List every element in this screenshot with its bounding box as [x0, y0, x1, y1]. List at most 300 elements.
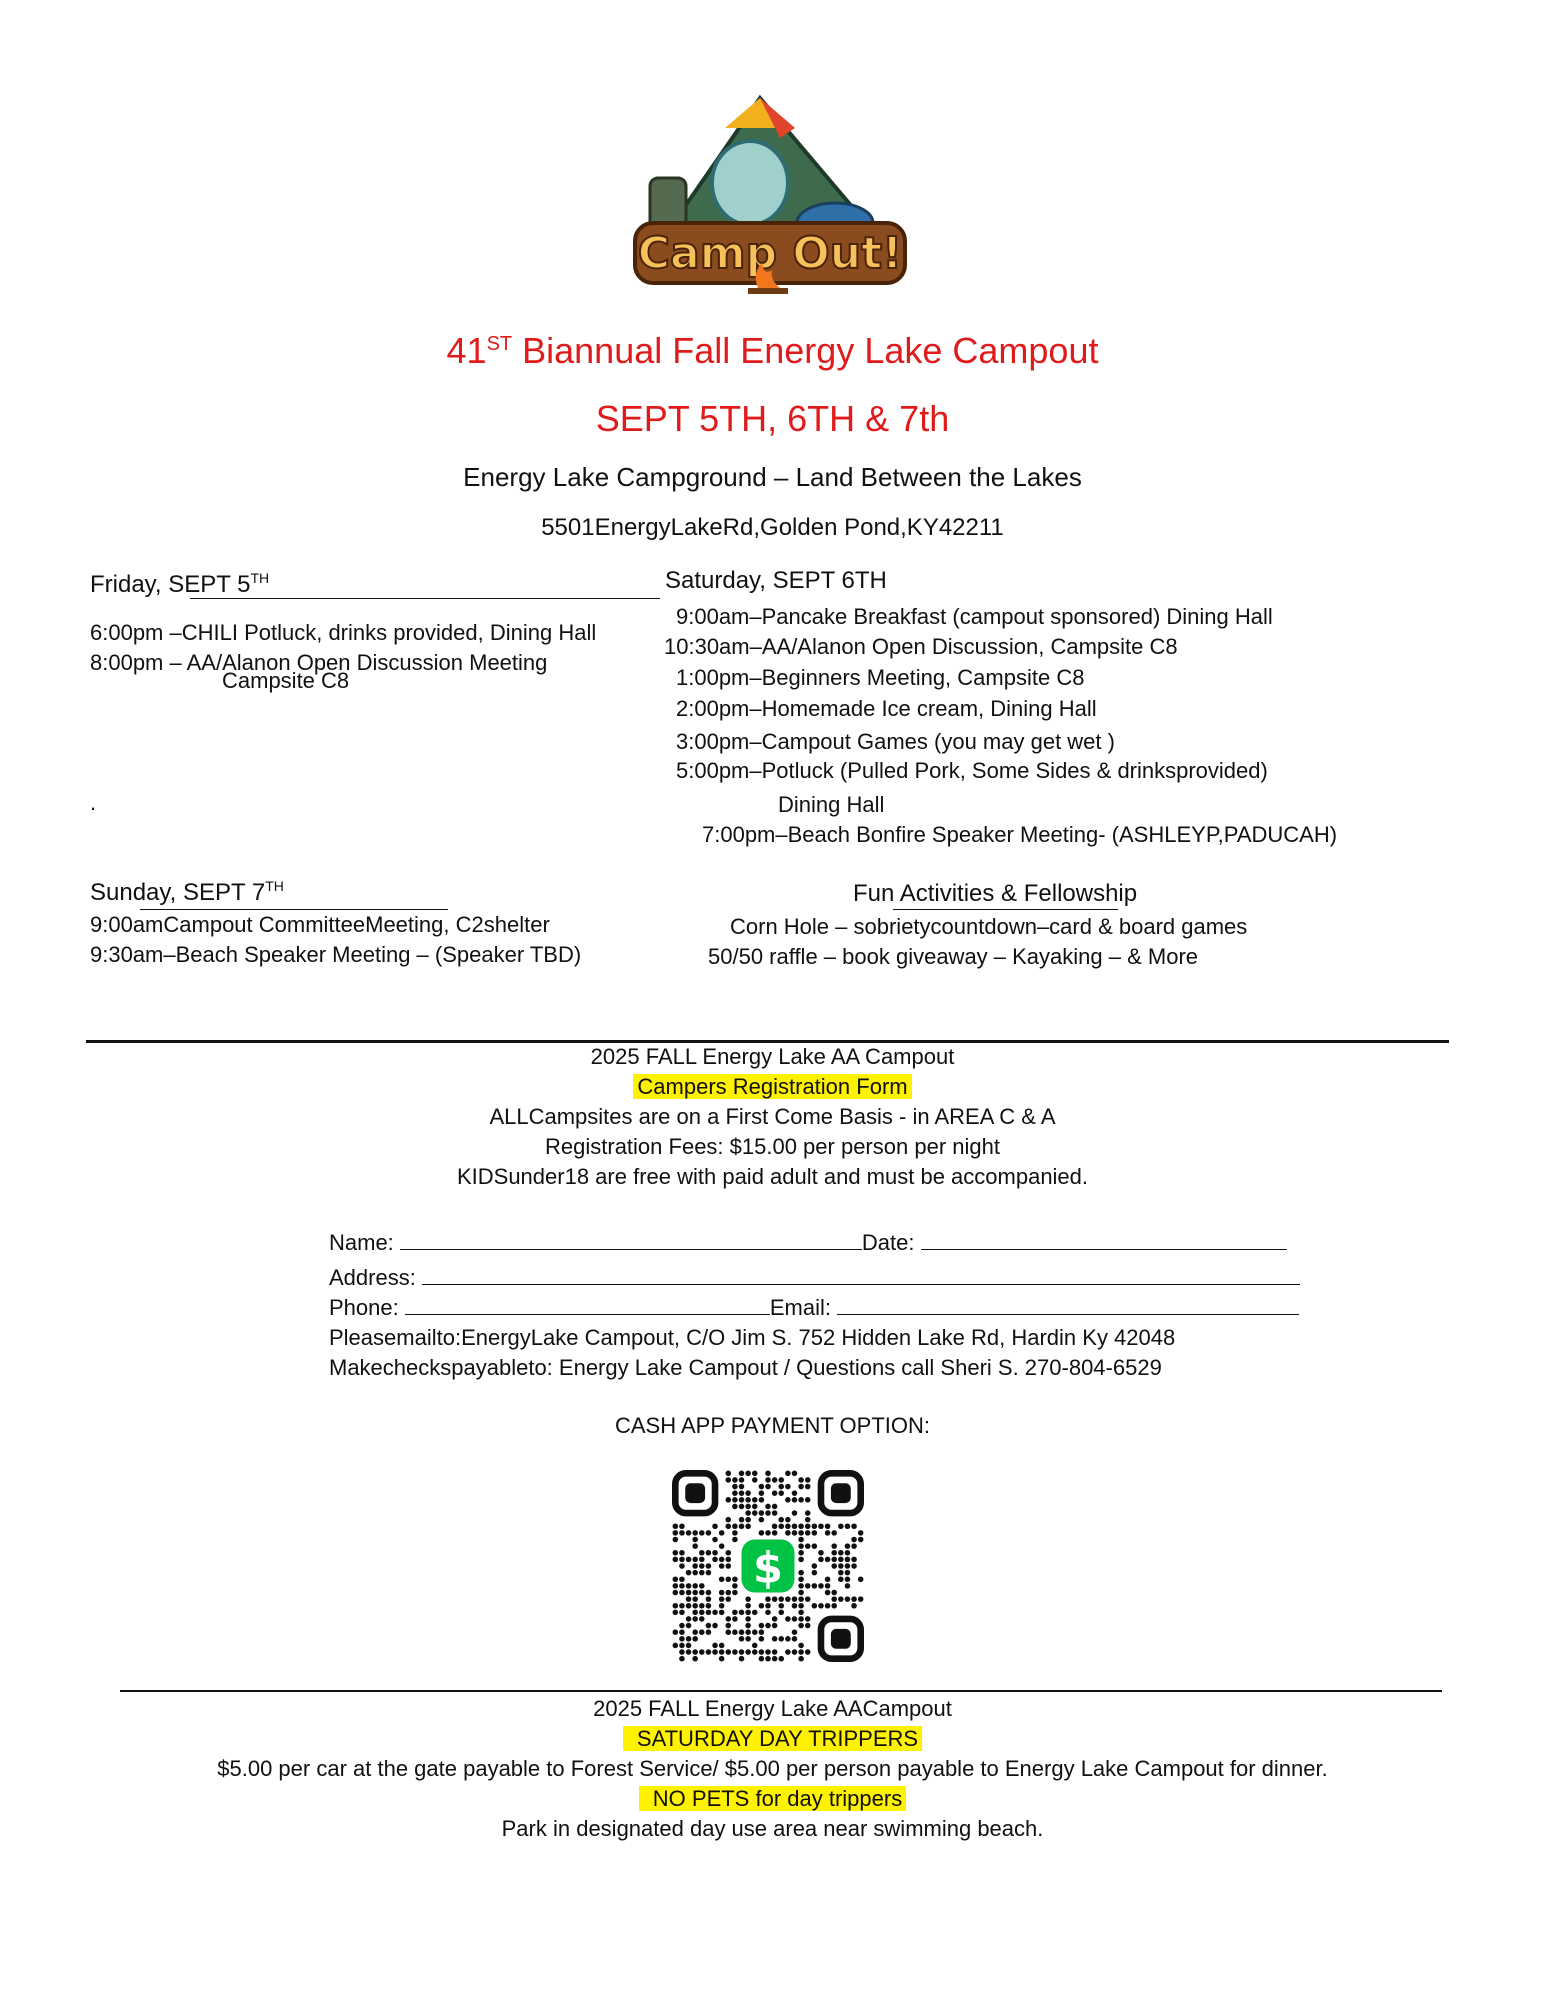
- registration-line: ALLCampsites are on a First Come Basis - in AREA C & A: [489, 1104, 1056, 1129]
- qr-module: [679, 1550, 685, 1556]
- qr-module: [805, 1596, 811, 1602]
- qr-module: [765, 1504, 771, 1510]
- qr-module: [706, 1596, 712, 1602]
- qr-module: [798, 1484, 804, 1490]
- date-label: Date:: [861, 1230, 915, 1255]
- qr-module: [805, 1517, 811, 1523]
- qr-module: [679, 1583, 685, 1589]
- qr-module: [719, 1530, 725, 1536]
- qr-module: [699, 1590, 705, 1596]
- qr-module: [772, 1616, 778, 1622]
- stray-dot: .: [90, 790, 97, 815]
- section-divider: [120, 1690, 1442, 1692]
- address-label: Address:: [329, 1265, 416, 1290]
- qr-module: [732, 1616, 738, 1622]
- qr-module: [812, 1523, 818, 1529]
- qr-module: [732, 1537, 738, 1543]
- qr-module: [805, 1616, 811, 1622]
- qr-module: [792, 1596, 798, 1602]
- qr-module: [825, 1590, 831, 1596]
- qr-module: [706, 1610, 712, 1616]
- qr-module: [739, 1610, 745, 1616]
- qr-module: [798, 1576, 804, 1582]
- qr-module: [798, 1610, 804, 1616]
- saturday-item: 7:00pm–Beach Bonfire Speaker Meeting- (ASHLEYP,PADUCAH): [702, 822, 1338, 847]
- qr-module: [712, 1523, 718, 1529]
- qr-module: [785, 1616, 791, 1622]
- qr-module: [759, 1530, 765, 1536]
- phone-email-row: [329, 1295, 1299, 1321]
- qr-module: [825, 1557, 831, 1563]
- section-divider: [86, 1040, 1449, 1043]
- qr-module: [818, 1523, 824, 1529]
- qr-module: [699, 1616, 705, 1622]
- qr-module: [798, 1537, 804, 1543]
- qr-module: [772, 1530, 778, 1536]
- registration-line: KIDSunder18 are free with paid adult and must be accompanied.: [456, 1164, 1089, 1189]
- qr-module: [692, 1557, 698, 1563]
- qr-module: [745, 1497, 751, 1503]
- qr-module: [719, 1576, 725, 1582]
- friday-item: 6:00pm –CHILI Potluck, drinks provided, Dining Hall: [90, 620, 597, 645]
- qr-module: [699, 1583, 705, 1589]
- qr-module: [805, 1583, 811, 1589]
- qr-module: [772, 1649, 778, 1655]
- qr-module: [752, 1643, 758, 1649]
- qr-module: [739, 1523, 745, 1529]
- qr-module: [798, 1656, 804, 1662]
- qr-module: [712, 1643, 718, 1649]
- qr-module: [772, 1596, 778, 1602]
- day-trippers-fees: $5.00 per car at the gate payable to Forest Service/ $5.00 per person payable to Energy Lake Campout for dinner.: [217, 1756, 1328, 1781]
- qr-module: [719, 1543, 725, 1549]
- qr-module: [686, 1603, 692, 1609]
- qr-module: [805, 1623, 811, 1629]
- qr-module: [673, 1530, 679, 1536]
- qr-module: [765, 1649, 771, 1655]
- qr-module: [785, 1517, 791, 1523]
- qr-module: [745, 1649, 751, 1655]
- qr-module: [719, 1603, 725, 1609]
- qr-module: [725, 1523, 731, 1529]
- qr-module: [692, 1603, 698, 1609]
- qr-module: [706, 1629, 712, 1635]
- qr-module: [679, 1563, 685, 1569]
- qr-module: [752, 1649, 758, 1655]
- qr-module: [745, 1610, 751, 1616]
- qr-module: [778, 1517, 784, 1523]
- qr-module: [759, 1497, 765, 1503]
- qr-module: [745, 1517, 751, 1523]
- qr-module: [792, 1497, 798, 1503]
- qr-module: [719, 1649, 725, 1655]
- qr-module: [772, 1623, 778, 1629]
- qr-module: [805, 1543, 811, 1549]
- qr-module: [679, 1623, 685, 1629]
- no-pets-notice: NO PETS for day trippers: [0, 1786, 1545, 1812]
- qr-module: [778, 1656, 784, 1662]
- email-field[interactable]: [837, 1296, 1299, 1315]
- address-field[interactable]: [422, 1266, 1300, 1285]
- qr-module: [745, 1504, 751, 1510]
- qr-module: [792, 1616, 798, 1622]
- qr-module: [732, 1530, 738, 1536]
- qr-module: [798, 1497, 804, 1503]
- fun-heading: Fun Activities & Fellowship: [853, 880, 1138, 907]
- check-instructions: Makecheckspayableto: Energy Lake Campout / Questions call Sheri S. 270-804-6529: [329, 1355, 1162, 1380]
- qr-module: [838, 1557, 844, 1563]
- qr-module: [739, 1490, 745, 1496]
- qr-module: [792, 1629, 798, 1635]
- qr-module: [785, 1636, 791, 1642]
- date-field[interactable]: [921, 1231, 1287, 1250]
- qr-module: [838, 1570, 844, 1576]
- email-label: Email:: [769, 1295, 831, 1320]
- qr-module: [845, 1583, 851, 1589]
- fun-line: Corn Hole – sobrietycountdown–card & board games: [730, 914, 1248, 939]
- qr-module: [719, 1590, 725, 1596]
- qr-module: [798, 1649, 804, 1655]
- parking-notice: Park in designated day use area near swimming beach.: [501, 1816, 1044, 1841]
- venue-address: 5501EnergyLakeRd,Golden Pond,KY42211: [541, 514, 1004, 541]
- qr-module: [798, 1643, 804, 1649]
- qr-module: [845, 1550, 851, 1556]
- qr-module: [686, 1530, 692, 1536]
- qr-module: [719, 1656, 725, 1662]
- qr-module: [778, 1523, 784, 1529]
- registration-form-label: Campers Registration Form: [0, 1074, 1545, 1100]
- qr-module: [732, 1649, 738, 1655]
- qr-module: [692, 1543, 698, 1549]
- qr-module: [679, 1576, 685, 1582]
- qr-module: [725, 1477, 731, 1483]
- qr-module: [745, 1629, 751, 1635]
- qr-module: [725, 1497, 731, 1503]
- qr-module: [679, 1636, 685, 1642]
- qr-module: [752, 1504, 758, 1510]
- qr-module: [745, 1471, 751, 1477]
- qr-module: [692, 1610, 698, 1616]
- qr-module: [805, 1477, 811, 1483]
- qr-module: [732, 1477, 738, 1483]
- qr-module: [752, 1629, 758, 1635]
- qr-module: [818, 1557, 824, 1563]
- saturday-item: 3:00pm–Campout Games (you may get wet ): [676, 729, 1115, 754]
- qr-module: [798, 1583, 804, 1589]
- qr-module: [686, 1616, 692, 1622]
- qr-module: [673, 1550, 679, 1556]
- qr-module: [838, 1576, 844, 1582]
- qr-module: [686, 1623, 692, 1629]
- qr-module: [725, 1649, 731, 1655]
- qr-module: [673, 1523, 679, 1529]
- qr-finder-pattern: [821, 1619, 861, 1659]
- qr-module: [719, 1610, 725, 1616]
- qr-module: [745, 1636, 751, 1642]
- qr-module: [745, 1490, 751, 1496]
- qr-module: [818, 1603, 824, 1609]
- qr-module: [825, 1530, 831, 1536]
- qr-module: [739, 1629, 745, 1635]
- qr-module: [765, 1510, 771, 1516]
- qr-module: [699, 1629, 705, 1635]
- qr-module: [673, 1610, 679, 1616]
- name-date-row: [329, 1230, 1287, 1256]
- sunday-item: 9:00amCampout CommitteeMeeting, C2shelter: [90, 912, 550, 937]
- qr-module: [732, 1576, 738, 1582]
- qr-module: [692, 1649, 698, 1655]
- qr-module: [732, 1629, 738, 1635]
- cash-app-label: CASH APP PAYMENT OPTION:: [614, 1413, 930, 1438]
- qr-module: [732, 1490, 738, 1496]
- qr-module: [825, 1603, 831, 1609]
- qr-module: [805, 1510, 811, 1516]
- qr-module: [845, 1576, 851, 1582]
- qr-module: [725, 1590, 731, 1596]
- qr-module: [686, 1596, 692, 1602]
- qr-module: [759, 1636, 765, 1642]
- qr-module: [686, 1570, 692, 1576]
- qr-module: [679, 1656, 685, 1662]
- qr-module: [805, 1484, 811, 1490]
- qr-module: [739, 1636, 745, 1642]
- friday-item: 8:00pm – AA/Alanon Open Discussion Meeting: [90, 650, 548, 675]
- qr-module: [732, 1583, 738, 1589]
- qr-module: [778, 1603, 784, 1609]
- qr-module: [725, 1616, 731, 1622]
- qr-module: [812, 1583, 818, 1589]
- qr-module: [719, 1643, 725, 1649]
- qr-module: [706, 1530, 712, 1536]
- qr-module: [792, 1490, 798, 1496]
- qr-module: [778, 1490, 784, 1496]
- qr-module: [845, 1563, 851, 1569]
- qr-module: [692, 1563, 698, 1569]
- qr-module: [792, 1523, 798, 1529]
- qr-module: [759, 1649, 765, 1655]
- qr-module: [759, 1510, 765, 1516]
- cash-app-qr-code[interactable]: [672, 1470, 864, 1662]
- qr-module: [692, 1616, 698, 1622]
- fun-line: 50/50 raffle – book giveaway – Kayaking – & More: [708, 944, 1199, 969]
- qr-module: [818, 1550, 824, 1556]
- qr-module: [845, 1523, 851, 1529]
- qr-module: [706, 1550, 712, 1556]
- friday-underline: [190, 598, 660, 599]
- qr-module: [798, 1603, 804, 1609]
- qr-module: [845, 1570, 851, 1576]
- registration-title: 2025 FALL Energy Lake AA Campout: [590, 1044, 955, 1069]
- qr-module: [825, 1583, 831, 1589]
- saturday-heading: Saturday, SEPT 6TH: [665, 567, 887, 594]
- qr-module: [765, 1656, 771, 1662]
- qr-module: [679, 1530, 685, 1536]
- day-trippers-label: SATURDAY DAY TRIPPERS: [0, 1726, 1545, 1752]
- qr-module: [679, 1643, 685, 1649]
- qr-module: [686, 1583, 692, 1589]
- qr-module: [752, 1497, 758, 1503]
- qr-module: [759, 1603, 765, 1609]
- qr-module: [745, 1596, 751, 1602]
- qr-module: [679, 1629, 685, 1635]
- sunday-underline: [140, 909, 448, 910]
- qr-module: [798, 1477, 804, 1483]
- qr-module: [778, 1477, 784, 1483]
- qr-module: [785, 1530, 791, 1536]
- qr-module: [772, 1490, 778, 1496]
- qr-module: [706, 1570, 712, 1576]
- qr-module: [851, 1563, 857, 1569]
- name-field[interactable]: [400, 1231, 862, 1250]
- qr-module: [759, 1517, 765, 1523]
- qr-module: [692, 1590, 698, 1596]
- qr-module: [739, 1497, 745, 1503]
- qr-module: [838, 1523, 844, 1529]
- qr-module: [673, 1576, 679, 1582]
- qr-module: [765, 1484, 771, 1490]
- qr-module: [765, 1530, 771, 1536]
- qr-module: [712, 1557, 718, 1563]
- qr-module: [805, 1497, 811, 1503]
- qr-module: [745, 1623, 751, 1629]
- qr-module: [798, 1590, 804, 1596]
- qr-module: [831, 1543, 837, 1549]
- qr-module: [851, 1596, 857, 1602]
- qr-module: [725, 1517, 731, 1523]
- qr-module: [692, 1656, 698, 1662]
- qr-module: [812, 1563, 818, 1569]
- qr-module: [673, 1537, 679, 1543]
- qr-module: [712, 1623, 718, 1629]
- qr-module: [785, 1596, 791, 1602]
- qr-module: [772, 1523, 778, 1529]
- qr-module: [838, 1596, 844, 1602]
- qr-module: [725, 1623, 731, 1629]
- qr-module: [673, 1643, 679, 1649]
- phone-label: Phone:: [329, 1295, 399, 1320]
- qr-module: [739, 1517, 745, 1523]
- campout-logo: [630, 88, 910, 308]
- address-row: [329, 1265, 1300, 1291]
- qr-module: [851, 1603, 857, 1609]
- qr-module: [719, 1596, 725, 1602]
- qr-module: [719, 1557, 725, 1563]
- sunday-item: 9:30am–Beach Speaker Meeting – (Speaker TBD): [90, 942, 582, 967]
- qr-module: [752, 1471, 758, 1477]
- qr-module: [765, 1610, 771, 1616]
- event-title: 41ST Biannual Fall Energy Lake Campout: [446, 330, 1099, 371]
- qr-module: [692, 1596, 698, 1602]
- qr-module: [798, 1530, 804, 1536]
- qr-module: [673, 1603, 679, 1609]
- qr-module: [692, 1636, 698, 1642]
- qr-module: [699, 1530, 705, 1536]
- qr-module: [798, 1570, 804, 1576]
- qr-module: [772, 1656, 778, 1662]
- qr-module: [772, 1636, 778, 1642]
- qr-module: [831, 1530, 837, 1536]
- svg-text:Camp Out!: Camp Out!: [637, 228, 903, 279]
- qr-module: [759, 1623, 765, 1629]
- dollar-sign-icon: $: [753, 1543, 783, 1594]
- qr-module: [838, 1550, 844, 1556]
- qr-module: [798, 1623, 804, 1629]
- qr-module: [752, 1477, 758, 1483]
- qr-module: [765, 1596, 771, 1602]
- qr-module: [679, 1557, 685, 1563]
- qr-module: [725, 1471, 731, 1477]
- qr-module: [792, 1530, 798, 1536]
- qr-module: [778, 1610, 784, 1616]
- qr-module: [805, 1523, 811, 1529]
- qr-module: [673, 1629, 679, 1635]
- saturday-item: 10:30am–AA/Alanon Open Discussion, Campsite C8: [664, 634, 1178, 659]
- qr-module: [686, 1557, 692, 1563]
- qr-module: [725, 1550, 731, 1556]
- qr-module: [699, 1557, 705, 1563]
- qr-module: [699, 1550, 705, 1556]
- qr-module: [745, 1603, 751, 1609]
- event-dates: SEPT 5TH, 6TH & 7th: [595, 398, 950, 439]
- qr-module: [831, 1603, 837, 1609]
- qr-module: [745, 1510, 751, 1516]
- mail-instructions: Pleasemailto:EnergyLake Campout, C/O Jim S. 752 Hidden Lake Rd, Hardin Ky 42048: [329, 1325, 1176, 1350]
- qr-module: [792, 1636, 798, 1642]
- qr-module: [759, 1484, 765, 1490]
- qr-module: [858, 1576, 864, 1582]
- qr-module: [739, 1649, 745, 1655]
- qr-finder-pattern: [821, 1473, 861, 1513]
- qr-module: [719, 1563, 725, 1569]
- qr-module: [805, 1530, 811, 1536]
- qr-module: [831, 1563, 837, 1569]
- qr-module: [825, 1576, 831, 1582]
- qr-module: [679, 1523, 685, 1529]
- qr-module: [765, 1471, 771, 1477]
- sunday-heading: Sunday, SEPT 7TH: [90, 878, 284, 906]
- qr-module: [772, 1510, 778, 1516]
- qr-module: [798, 1550, 804, 1556]
- qr-module: [712, 1537, 718, 1543]
- qr-module: [851, 1557, 857, 1563]
- phone-field[interactable]: [405, 1296, 770, 1315]
- qr-module: [732, 1497, 738, 1503]
- qr-module: [858, 1530, 864, 1536]
- qr-module: [812, 1543, 818, 1549]
- qr-module: [825, 1523, 831, 1529]
- qr-module: [699, 1570, 705, 1576]
- qr-module: [686, 1590, 692, 1596]
- qr-module: [759, 1656, 765, 1662]
- qr-module: [686, 1649, 692, 1655]
- qr-module: [851, 1543, 857, 1549]
- qr-module: [739, 1477, 745, 1483]
- qr-module: [732, 1610, 738, 1616]
- qr-module: [759, 1490, 765, 1496]
- qr-module: [732, 1590, 738, 1596]
- qr-module: [792, 1603, 798, 1609]
- friday-heading: Friday, SEPT 5TH: [90, 570, 270, 598]
- qr-module: [699, 1563, 705, 1569]
- qr-module: [838, 1563, 844, 1569]
- qr-module: [699, 1603, 705, 1609]
- qr-module: [725, 1557, 731, 1563]
- qr-module: [765, 1623, 771, 1629]
- saturday-item: 5:00pm–Potluck (Pulled Pork, Some Sides & drinksprovided): [676, 758, 1268, 783]
- qr-module: [798, 1523, 804, 1529]
- qr-module: [851, 1523, 857, 1529]
- qr-module: [699, 1649, 705, 1655]
